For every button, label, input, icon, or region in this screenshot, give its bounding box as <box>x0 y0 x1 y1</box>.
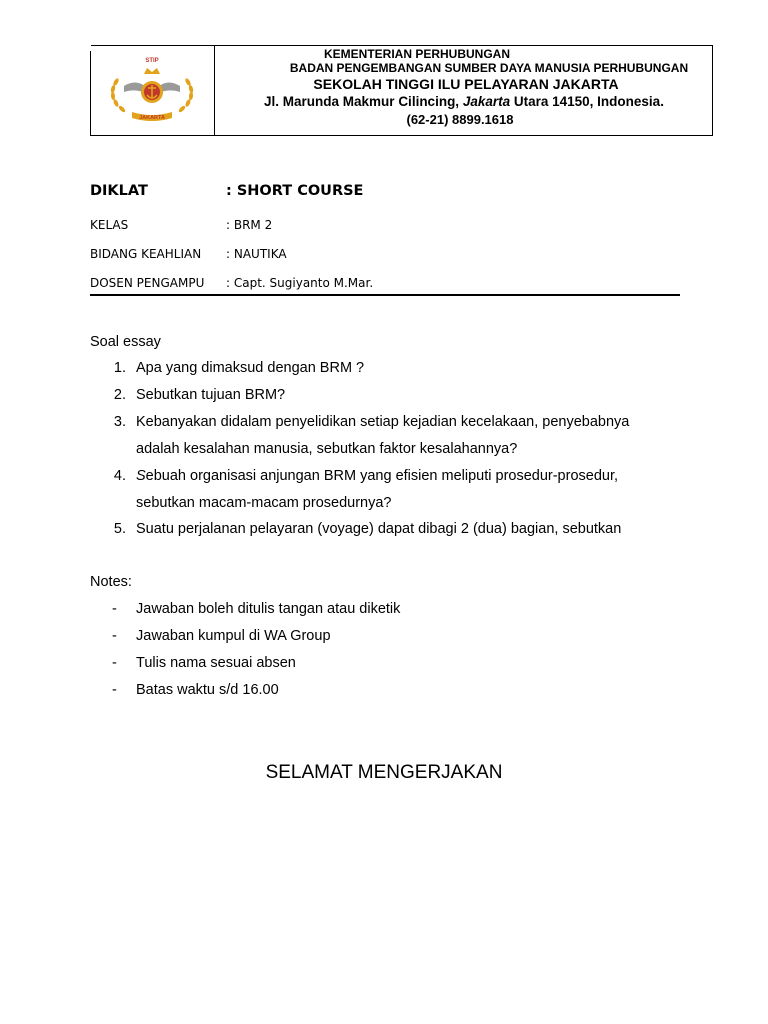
logo-text-top: STIP <box>145 58 159 64</box>
note-bullet: - <box>112 628 117 644</box>
question-text: Suatu perjalanan pelayaran (voyage) dapat dibagi 2 (dua) bagian, sebutkan <box>136 521 622 537</box>
question-number: 2. <box>113 387 126 403</box>
info-label: KELAS <box>90 218 129 232</box>
header-school: SEKOLAH TINGGI ILU PELAYARAN JAKARTA <box>313 76 619 92</box>
note-item: Jawaban kumpul di WA Group <box>136 628 331 644</box>
note-bullet: - <box>112 682 117 698</box>
address-post: Utara 14150, Indonesia. <box>510 94 664 109</box>
question-number: 5. <box>113 521 126 537</box>
question-number: 4. <box>113 468 126 484</box>
closing-text: SELAMAT MENGERJAKAN <box>265 762 503 783</box>
question-text-continued: sebutkan macam-macam prosedurnya? <box>136 495 392 511</box>
header-ministry: KEMENTERIAN PERHUBUNGAN <box>323 47 510 61</box>
question-text: Sebutkan tujuan BRM? <box>136 387 286 403</box>
notes-heading: Notes: <box>90 574 132 590</box>
note-item: Jawaban boleh ditulis tangan atau diketik <box>136 601 401 617</box>
info-label: BIDANG KEAHLIAN <box>90 247 202 261</box>
header-phone: (62-21) 8899.1618 <box>406 112 514 127</box>
divider-rule <box>90 294 680 296</box>
logo-cell <box>91 46 215 135</box>
question-number: 1. <box>113 360 126 376</box>
note-bullet: - <box>112 655 117 671</box>
header-agency: BADAN PENGEMBANGAN SUMBER DAYA MANUSIA PERHUBUNGAN <box>289 61 689 75</box>
info-value: : NAUTIKA <box>226 247 287 261</box>
question-text: Apa yang dimaksud dengan BRM ? <box>136 360 365 376</box>
question-text: Kebanyakan didalam penyelidikan setiap kejadian kecelakaan, penyebabnya <box>136 414 630 430</box>
info-value: : BRM 2 <box>226 218 273 232</box>
info-value: : Capt. Sugiyanto M.Mar. <box>226 276 374 290</box>
question-text <box>136 468 618 484</box>
question-text-rest: ebuah organisasi anjungan BRM yang efisien meliputi prosedur-prosedur, <box>145 468 619 484</box>
closing-title <box>0 762 768 784</box>
info-label: DOSEN PENGAMPU <box>90 276 205 290</box>
note-item: Tulis nama sesuai absen <box>136 655 296 671</box>
note-bullet: - <box>112 601 117 617</box>
question-text-continued: adalah kesalahan manusia, sebutkan faktor kesalahannya? <box>136 441 518 457</box>
info-label: DIKLAT <box>90 183 148 199</box>
question-first-letter: S <box>136 468 146 484</box>
essay-heading: Soal essay <box>90 334 161 350</box>
logo-text-bottom: JAKARTA <box>139 115 165 121</box>
stip-logo-icon <box>102 52 202 126</box>
question-number: 3. <box>113 414 126 430</box>
info-value: : SHORT COURSE <box>226 183 364 199</box>
address-city: Jakarta <box>462 94 511 109</box>
header-address <box>254 94 674 109</box>
address-pre: Jl. Marunda Makmur Cilincing, <box>264 94 463 109</box>
note-item: Batas waktu s/d 16.00 <box>136 682 279 698</box>
